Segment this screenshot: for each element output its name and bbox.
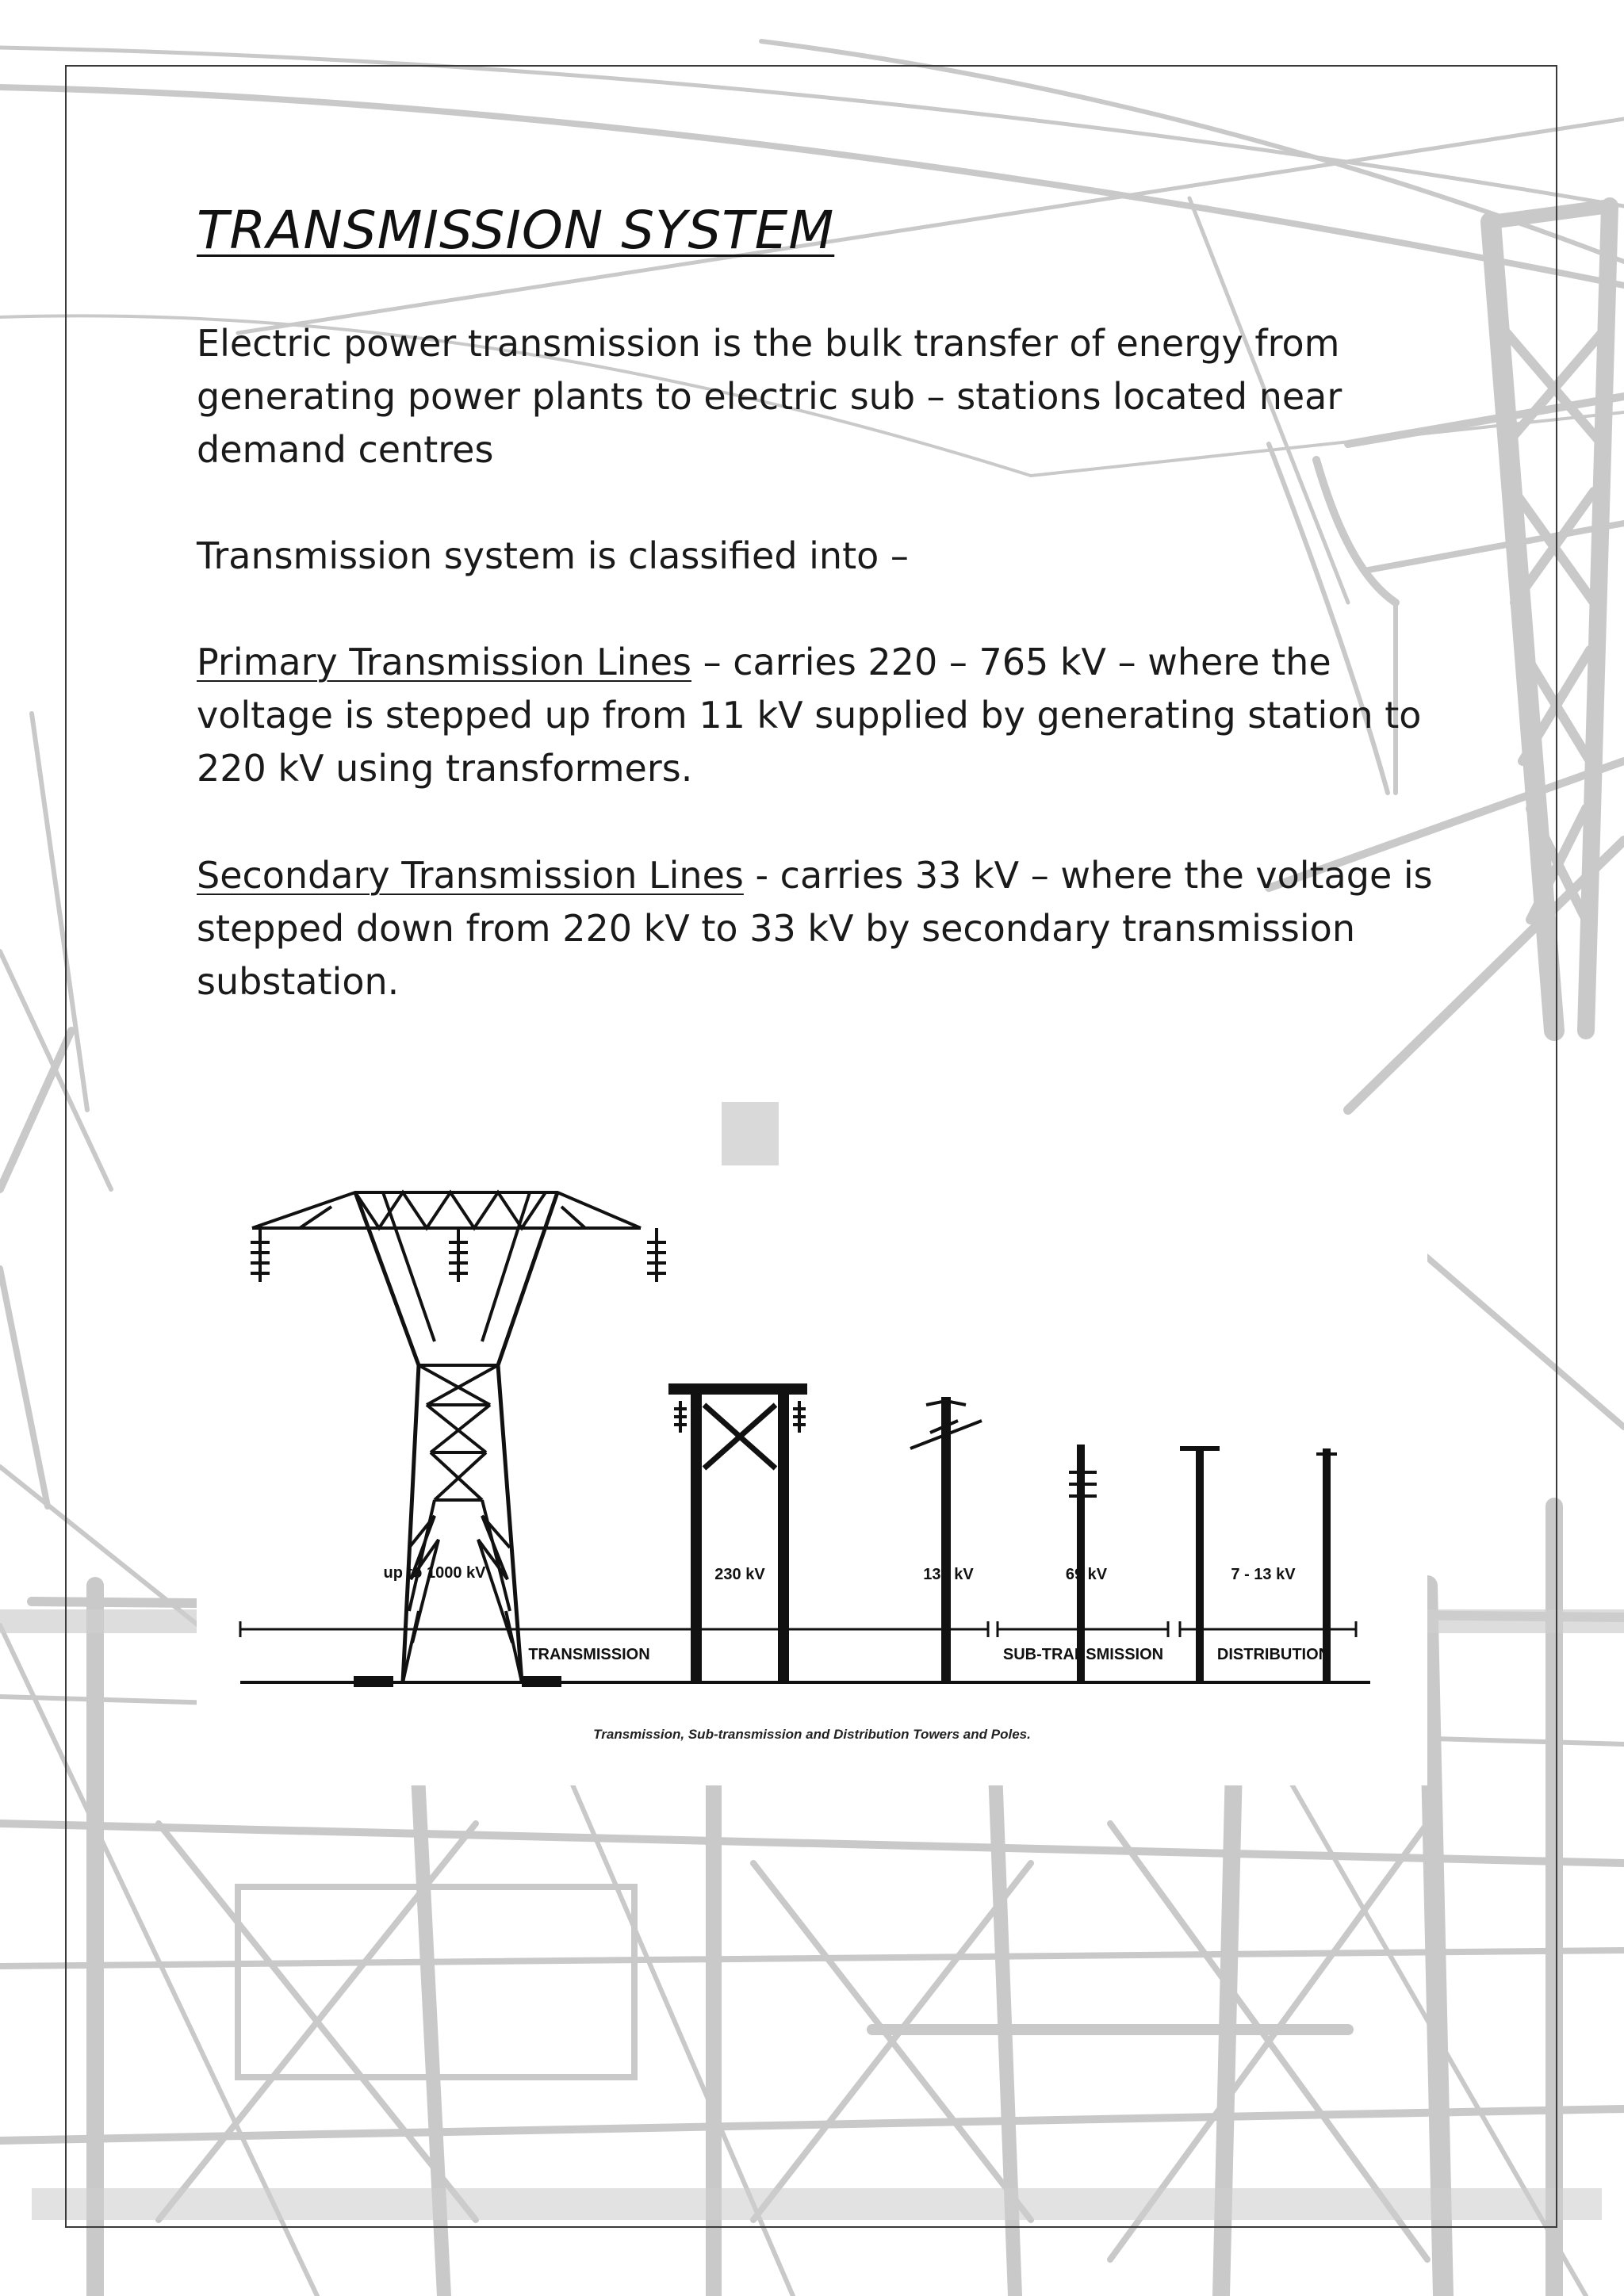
h-frame-tower-icon [668, 1389, 807, 1682]
label-sub-transmission: SUB-TRANSMISSION [1002, 1646, 1164, 1663]
secondary-lines-paragraph [197, 849, 1450, 1008]
label-distribution: DISTRIBUTION [1216, 1646, 1331, 1663]
intro-paragraph: Electric power transmission is the bulk transfer of energy from generating power plants to electric sub – stations located near demand centres [197, 322, 1342, 471]
secondary-lines-term: Secondary Transmission Lines [197, 854, 744, 897]
pole-138kv-icon [910, 1397, 982, 1682]
figure-caption: Transmission, Sub-transmission and Distribution Towers and Poles. [593, 1727, 1031, 1742]
label-230kv: 230 kV [714, 1566, 765, 1583]
primary-lines-text: – carries 220 – 765 kV – where the voltage is stepped up from 11 kV supplied by generating station to 220 kV using transformers. [197, 641, 1422, 790]
label-7-13kv: 7 - 13 kV [1231, 1566, 1296, 1583]
towers-and-poles-figure [197, 1167, 1427, 1785]
secondary-lines-text: - carries 33 kV – where the voltage is stepped down from 220 kV to 33 kV by secondary transmission substation. [197, 854, 1433, 1003]
label-138kv: 138 kV [923, 1566, 974, 1583]
primary-lines-term: Primary Transmission Lines [197, 641, 691, 683]
label-69kv: 69 kV [1065, 1566, 1108, 1583]
insulator-icon [251, 1228, 666, 1282]
label-transmission: TRANSMISSION [528, 1646, 650, 1663]
page-title: TRANSMISSION SYSTEM [197, 200, 835, 261]
primary-lines-paragraph [197, 636, 1450, 795]
label-1000kv: up to 1000 kV [383, 1564, 486, 1582]
classification-paragraph: Transmission system is classified into – [197, 534, 909, 577]
lattice-tower-icon [252, 1192, 641, 1686]
